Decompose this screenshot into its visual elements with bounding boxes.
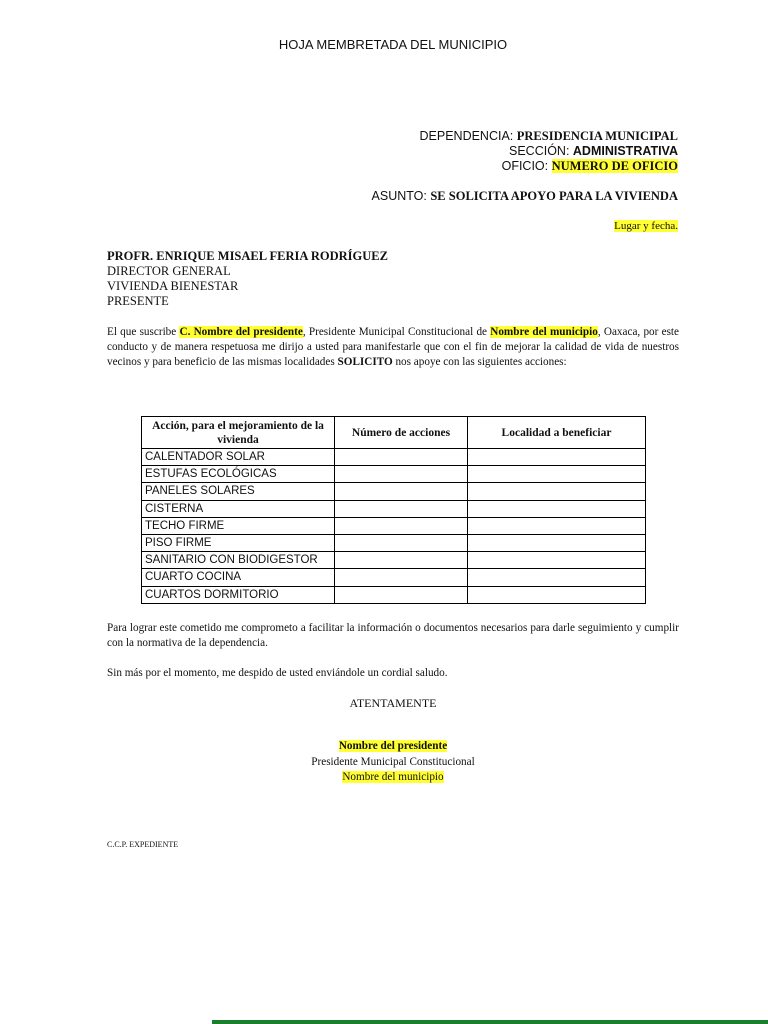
oficio-value: NUMERO DE OFICIO [551, 159, 678, 173]
seccion-value: ADMINISTRATIVA [572, 144, 678, 158]
table-row [142, 552, 646, 569]
seccion-label: SECCIÓN: [509, 144, 573, 158]
signer-name-line [0, 740, 768, 752]
locality-cell [468, 569, 646, 586]
locality-cell [468, 449, 646, 466]
signer-municipality-line [0, 771, 768, 783]
header-localidad: Localidad a beneficiar [468, 417, 646, 449]
asunto-value: SE SOLICITA APOYO PARA LA VIVIENDA [430, 189, 678, 203]
table-row [142, 517, 646, 534]
signer-municipality: Nombre del municipio [342, 771, 444, 783]
solicito-word: SOLICITO [337, 356, 393, 369]
action-cell: PISO FIRME [142, 534, 335, 551]
count-cell [335, 586, 468, 603]
header-numero: Número de acciones [335, 417, 468, 449]
table-row [142, 586, 646, 603]
dependencia-label: DEPENDENCIA: [419, 129, 517, 143]
locality-cell [468, 552, 646, 569]
action-cell: ESTUFAS ECOLÓGICAS [142, 466, 335, 483]
table-row [142, 500, 646, 517]
p1-text-b: , Presidente Municipal Constitucional de [302, 326, 491, 338]
locality-cell [468, 483, 646, 500]
ccp-expediente: C.C.P. EXPEDIENTE [107, 840, 179, 849]
oficio-line [502, 159, 678, 174]
p1-text-c: , Oaxaca, por este conducto y de manera respetuosa me dirijo a usted para manifestarle que con el fin de mejorar la calidad de vida de nuestros vecinos y para beneficio de las mismas localidades [107, 326, 679, 369]
table-header-row [142, 417, 646, 449]
locality-cell [468, 517, 646, 534]
body-paragraph-1 [107, 325, 679, 371]
oficio-label: OFICIO: [501, 159, 552, 173]
count-cell [335, 517, 468, 534]
table-row [142, 449, 646, 466]
table-row [142, 483, 646, 500]
count-cell [335, 466, 468, 483]
dependencia-line [420, 129, 679, 144]
place-date-line [614, 219, 678, 234]
count-cell [335, 534, 468, 551]
table-row [142, 466, 646, 483]
president-placeholder: C. Nombre del presidente [179, 326, 303, 338]
count-cell [335, 569, 468, 586]
p1-text-d: nos apoye con las siguientes acciones: [392, 356, 567, 369]
addressee-presente: PRESENTE [107, 294, 169, 308]
action-cell: CISTERNA [142, 500, 335, 517]
count-cell [335, 552, 468, 569]
p1-text-a: El que suscribe [107, 326, 180, 338]
count-cell [335, 500, 468, 517]
municipality-placeholder: Nombre del municipio [490, 326, 598, 338]
table-row [142, 534, 646, 551]
addressee-block [107, 249, 388, 309]
addressee-institution: VIVIENDA BIENESTAR [107, 279, 239, 293]
signer-title: Presidente Municipal Constitucional [311, 756, 475, 768]
asunto-line [372, 189, 678, 204]
action-cell: CUARTO COCINA [142, 569, 335, 586]
actions-table [141, 416, 646, 604]
dependencia-value: PRESIDENCIA MUNICIPAL [516, 129, 678, 143]
seccion-line [509, 144, 678, 159]
letterhead: HOJA MEMBRETADA DEL MUNICIPIO [278, 37, 508, 52]
action-cell: CALENTADOR SOLAR [142, 449, 335, 466]
addressee-position: DIRECTOR GENERAL [107, 264, 231, 278]
action-cell: SANITARIO CON BIODIGESTOR [142, 552, 335, 569]
atentamente: ATENTAMENTE [349, 696, 437, 710]
count-cell [335, 449, 468, 466]
signer-name: Nombre del presidente [338, 740, 448, 752]
locality-cell [468, 534, 646, 551]
place-date: Lugar y fecha. [614, 220, 678, 232]
action-cell: CUARTOS DORMITORIO [142, 586, 335, 603]
count-cell [335, 483, 468, 500]
addressee-name: PROFR. ENRIQUE MISAEL FERIA RODRÍGUEZ [107, 249, 388, 263]
bottom-rule [212, 1020, 768, 1024]
body-paragraph-2: Para lograr este cometido me comprometo a facilitar la información o documentos necesarios para darle seguimiento y cumplir con la normativa de la dependencia. [107, 622, 679, 650]
body-paragraph-3: Sin más por el momento, me despido de usted enviándole un cordial saludo. [107, 667, 448, 679]
header-accion: Acción, para el mejoramiento de la vivienda [142, 417, 335, 449]
locality-cell [468, 586, 646, 603]
table-row [142, 569, 646, 586]
locality-cell [468, 466, 646, 483]
locality-cell [468, 500, 646, 517]
action-cell: TECHO FIRME [142, 517, 335, 534]
action-cell: PANELES SOLARES [142, 483, 335, 500]
asunto-label: ASUNTO: [371, 189, 431, 203]
